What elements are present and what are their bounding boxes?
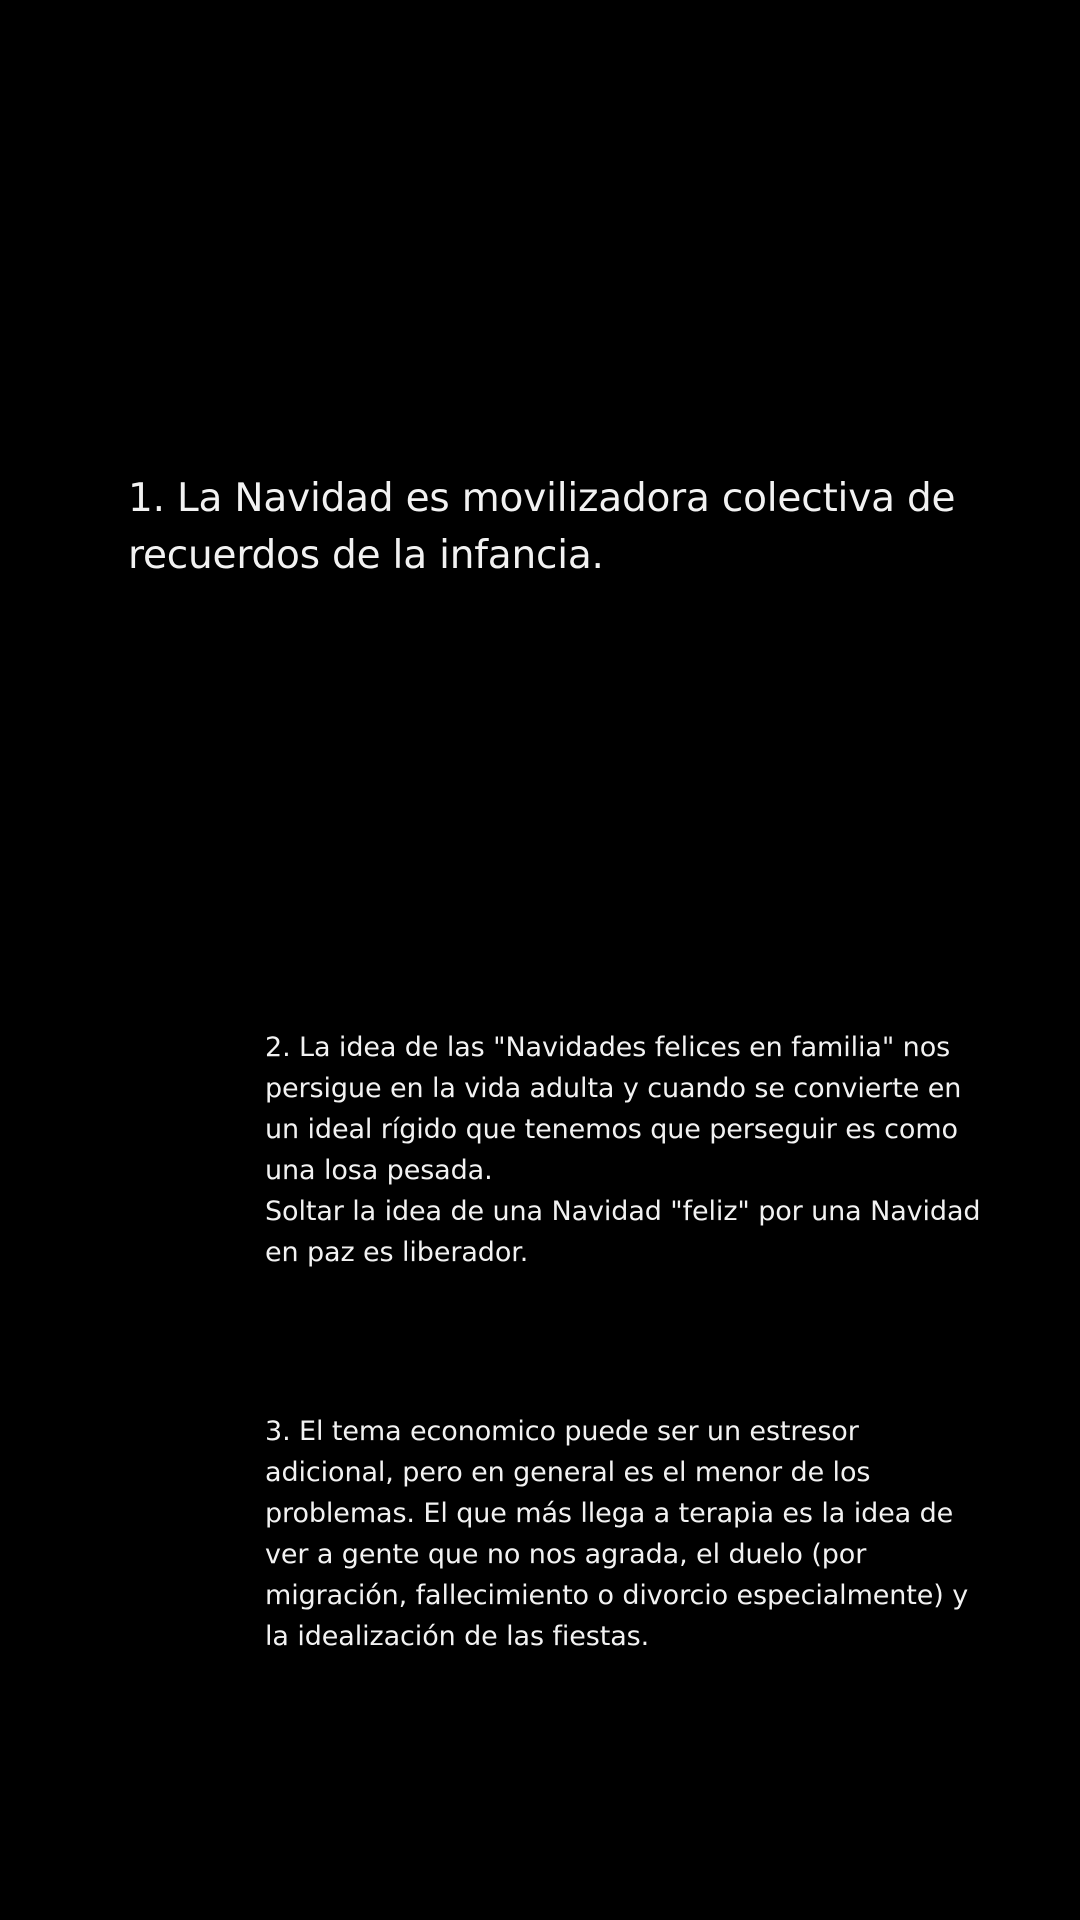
point-2-text: 2. La idea de las "Navidades felices en familia" nos persigue en la vida adulta y cuando se convierte en un ideal rígido que tenemos que perseguir es como una losa pesada. [265,1032,962,1186]
point-2-conclusion: Soltar la idea de una Navidad "feliz" por una Navidad en paz es liberador. [265,1196,981,1268]
point-1-heading: 1. La Navidad es movilizadora colectiva de recuerdos de la infancia. [128,476,956,578]
point-3-paragraph: 3. El tema economico puede ser un estresor adicional, pero en general es el menor de los problemas. El que más llega a terapia es la idea de ver a gente que no nos agrada, el duelo (por migración, fallecimiento o divorcio especialmente) y la idealización de las fiestas. [265,1416,969,1652]
point-2-paragraph [265,1027,985,1273]
